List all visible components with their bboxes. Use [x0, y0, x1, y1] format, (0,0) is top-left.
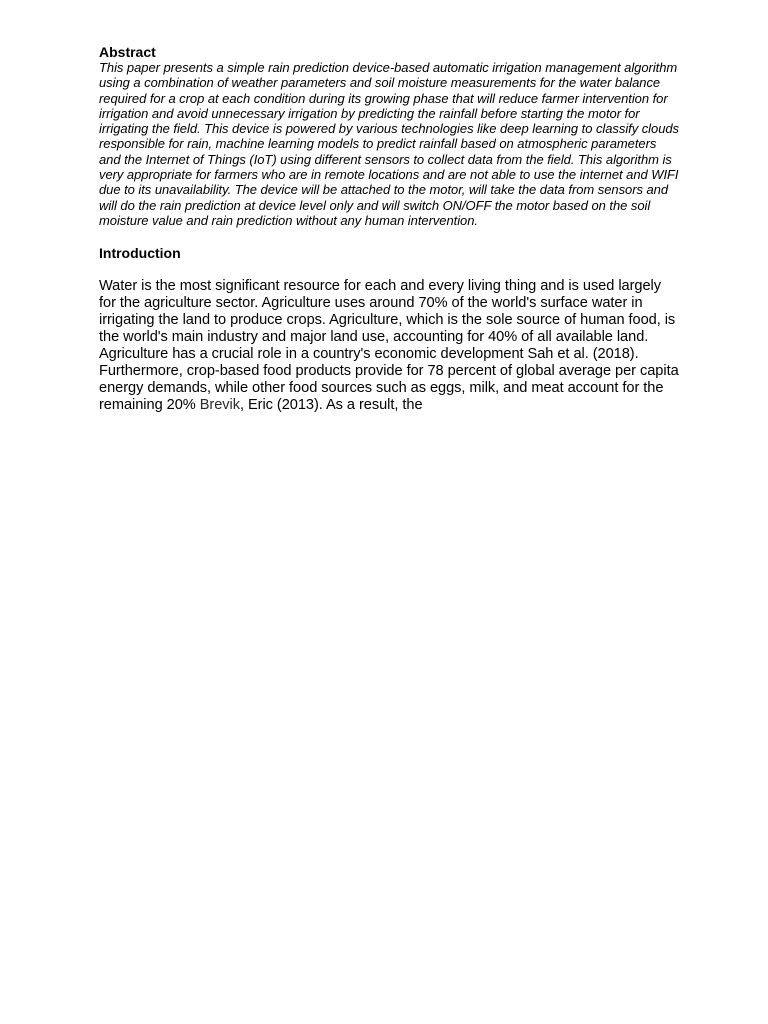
document-page: [99, 44, 679, 414]
introduction-heading: Introduction: [99, 245, 181, 262]
citation-brevik: Brevik: [199, 396, 240, 413]
abstract-heading: Abstract: [99, 44, 156, 60]
introduction-body: [99, 278, 679, 413]
abstract-body: This paper presents a simple rain prediction device-based automatic irrigation management algorithm using a combination of weather parameters and soil moisture measurements for the water balance required for a crop at each condition during its growing phase that will reduce farmer intervention for irrigation and avoid unnecessary irrigation by predicting the rainfall before starting the motor for irrigating the field. This device is powered by various technologies like deep learning to classify clouds responsible for rain, machine learning models to predict rainfall based on atmospheric parameters and the Internet of Things (IoT) using different sensors to collect data from the field. This algorithm is very appropriate for farmers who are in remote locations and are not able to use the internet and WIFI due to its unavailability. The device will be attached to the motor, will take the data from sensors and will do the rain prediction at device level only and will switch ON/OFF the motor based on the soil moisture value and rain prediction without any human intervention.: [99, 60, 680, 228]
introduction-text-start: Water is the most significant resource for each and every living thing and is used largely for the agriculture sector. Agriculture uses around 70% of the world's surface water in irrigating the land to produce crops. Agriculture, which is the sole source of human food, is the world's main industry and major land use, accounting for 40% of all available land. Agriculture has a crucial role in a country's economic development Sah et al. (2018). Furthermore, crop-based food products provide for 78 percent of global average per capita energy demands, while other food sources such as eggs, milk, and meat account for the remaining 20%: [99, 278, 679, 413]
introduction-text-end: , Eric (2013). As a result, the: [239, 396, 423, 413]
